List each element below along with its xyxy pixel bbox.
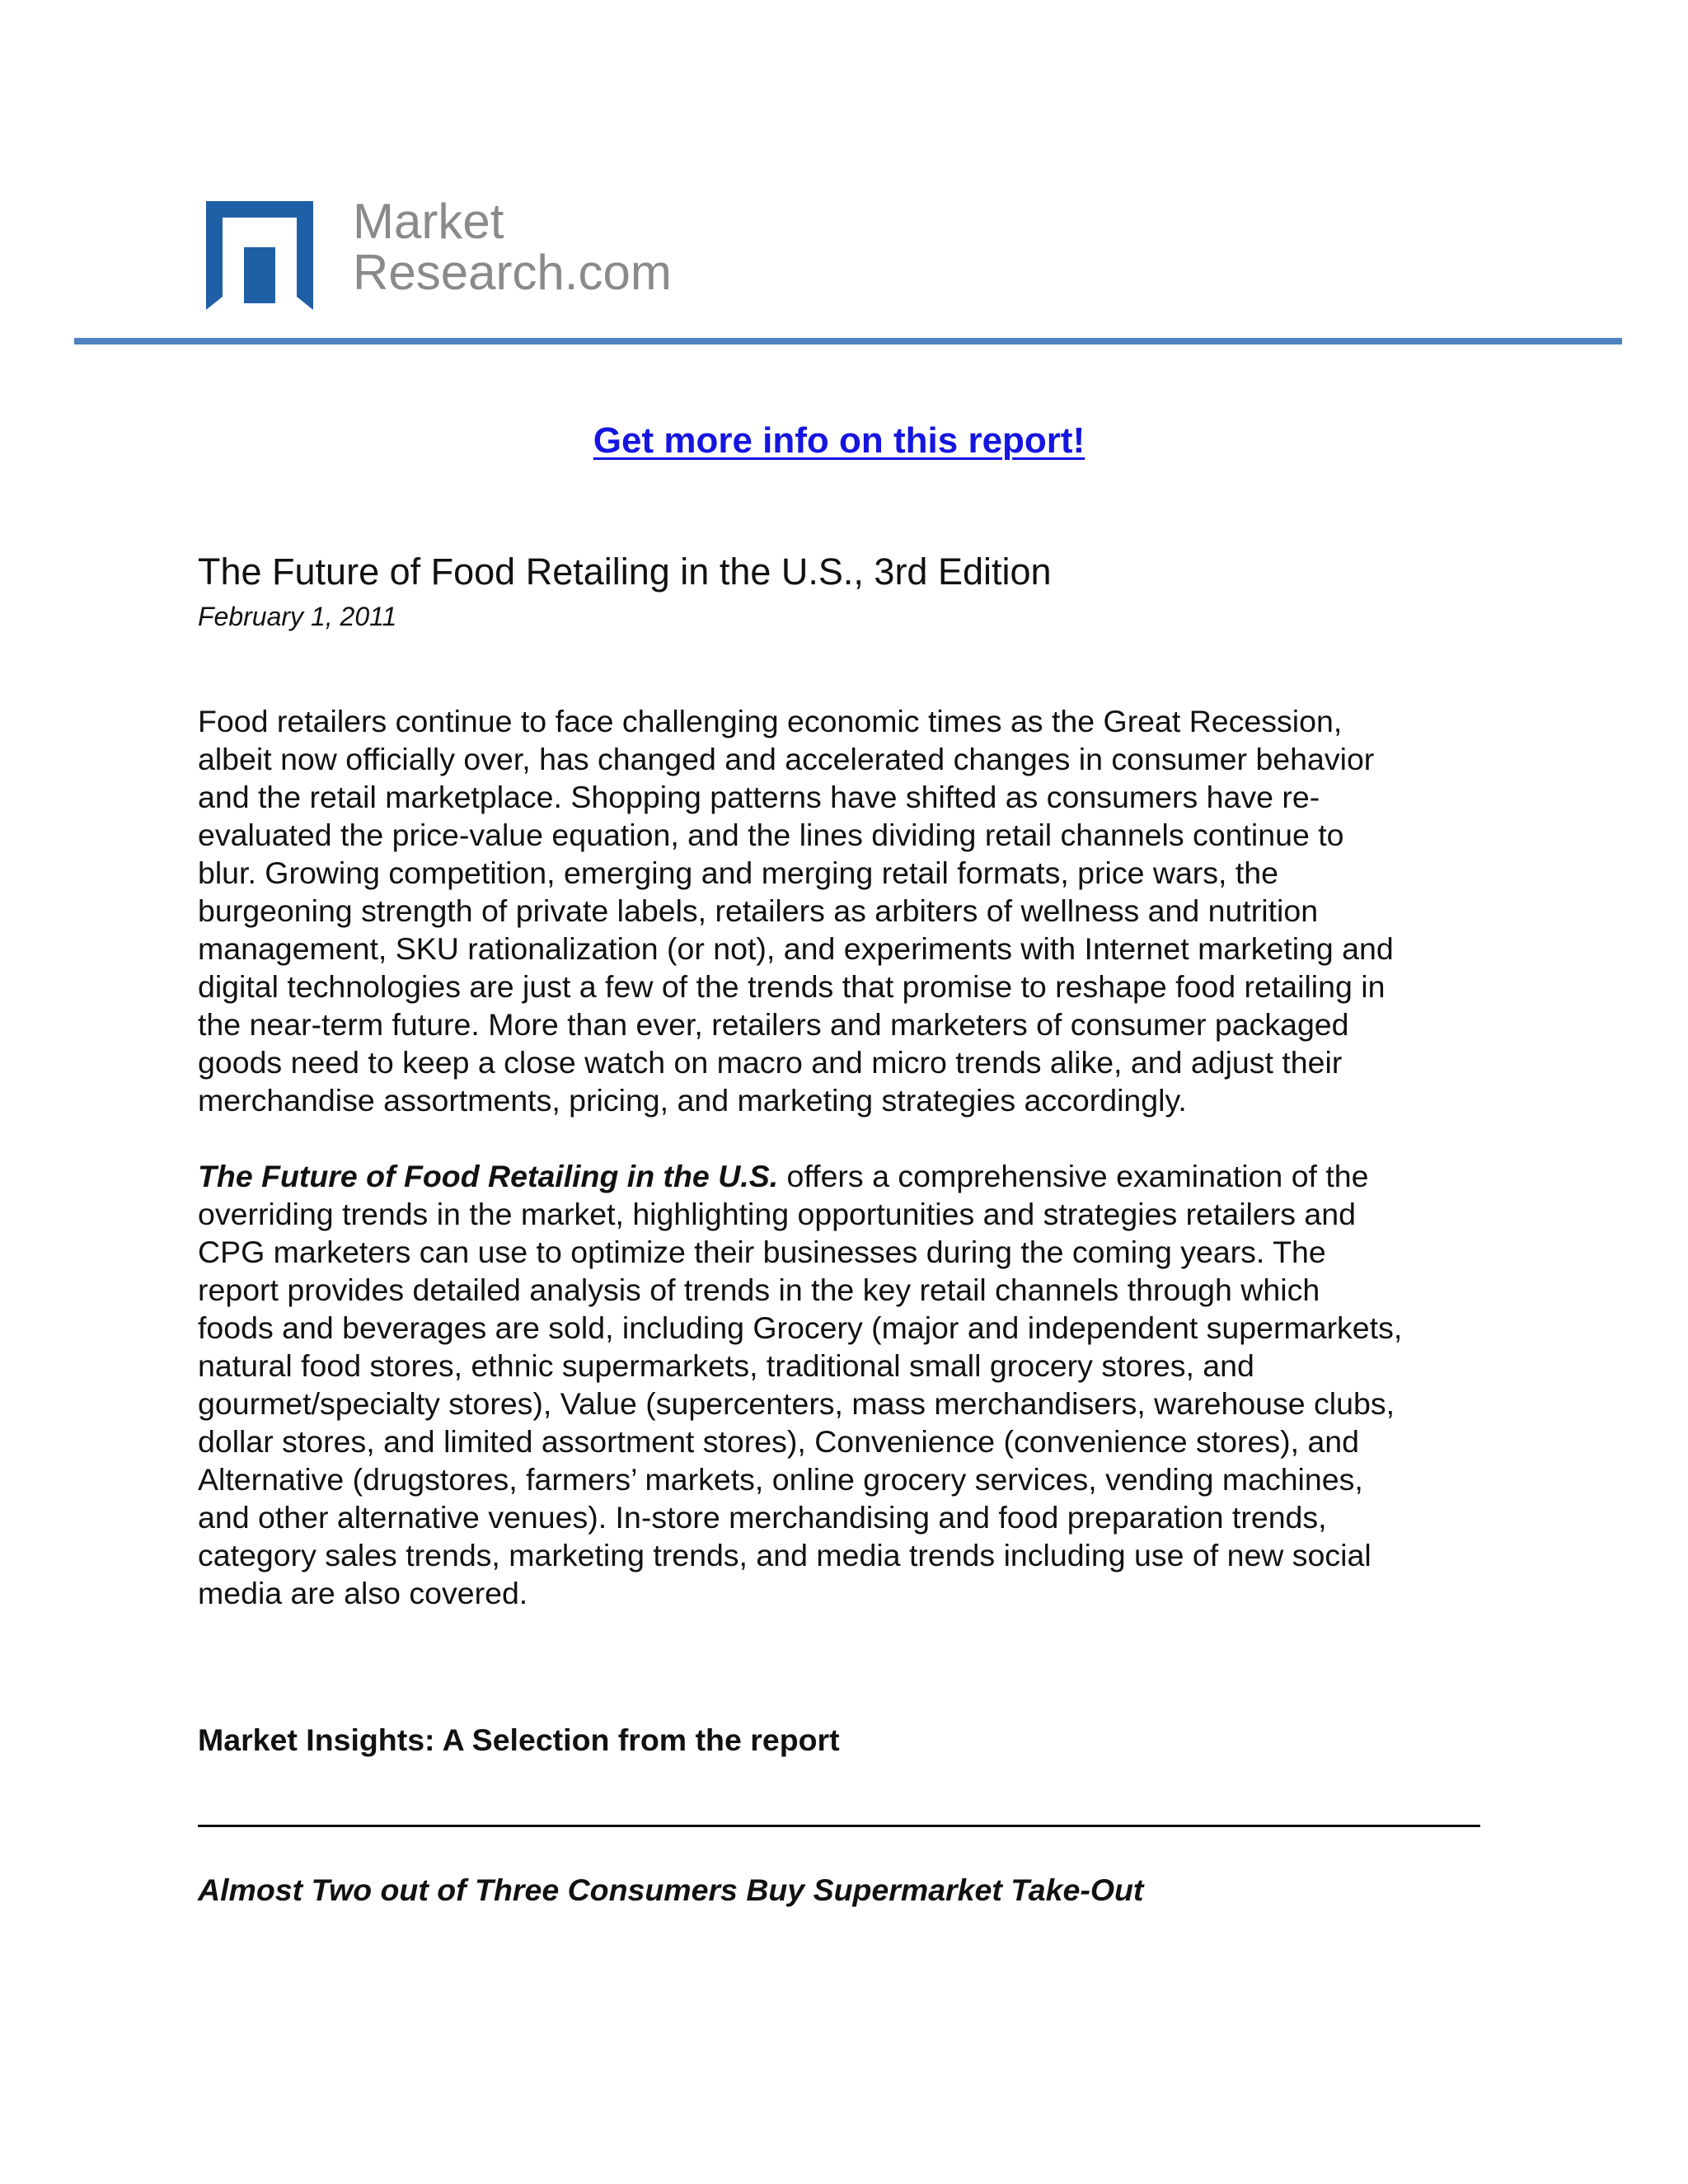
report-date: February 1, 2011 (198, 602, 397, 631)
intro-paragraph (198, 702, 1517, 1119)
paragraph-line: gourmet/specialty stores), Value (supercenters, mass merchandisers, warehouse clubs, (198, 1386, 1395, 1421)
section-divider (198, 1825, 1480, 1827)
header-divider (74, 338, 1622, 344)
logo-line-market: Market (353, 194, 504, 249)
paragraph-line: Alternative (drugstores, farmers’ markets, online grocery services, vending machines, (198, 1462, 1363, 1497)
paragraph-line: Food retailers continue to face challenging economic times as the Great Recession, (198, 704, 1343, 738)
logo-wordmark (353, 196, 672, 298)
paragraph-first-line (198, 1157, 1517, 1195)
paragraph-line: merchandise assortments, pricing, and marketing strategies accordingly. (198, 1083, 1187, 1118)
paragraph-line: the near-term future. More than ever, retailers and marketers of consumer packaged (198, 1007, 1349, 1042)
get-more-info-link[interactable]: Get more info on this report! (593, 420, 1085, 461)
cta-container (0, 416, 1678, 466)
paragraph-line: management, SKU rationalization (or not), and experiments with Internet marketing and (198, 931, 1394, 966)
market-research-logo-icon (206, 201, 313, 310)
paragraph-line: burgeoning strength of private labels, retailers as arbiters of wellness and nutrition (198, 893, 1319, 928)
paragraph-line: CPG marketers can use to optimize their businesses during the coming years. The (198, 1235, 1326, 1269)
paragraph-line: dollar stores, and limited assortment stores), Convenience (convenience stores), and (198, 1424, 1360, 1459)
report-description-paragraph (198, 1157, 1517, 1612)
paragraph-line: foods and beverages are sold, including Grocery (major and independent supermarkets, (198, 1310, 1403, 1345)
paragraph-line: blur. Growing competition, emerging and merging retail formats, price wars, the (198, 855, 1278, 890)
paragraph-line: and other alternative venues). In-store merchandising and food preparation trends, (198, 1500, 1327, 1535)
paragraph-line: evaluated the price-value equation, and the lines dividing retail channels continue to (198, 818, 1344, 852)
paragraph-line: media are also covered. (198, 1576, 528, 1610)
market-insights-heading: Market Insights: A Selection from the report (198, 1722, 840, 1757)
paragraph-line: albeit now officially over, has changed and accelerated changes in consumer behavior (198, 742, 1375, 776)
paragraph-line: natural food stores, ethnic supermarkets, traditional small grocery stores, and (198, 1348, 1254, 1383)
paragraph-line: digital technologies are just a few of the trends that promise to reshape food retailing in (198, 969, 1386, 1004)
paragraph-line: overriding trends in the market, highlighting opportunities and strategies retailers and (198, 1197, 1356, 1231)
paragraph-line: and the retail marketplace. Shopping patterns have shifted as consumers have re- (198, 780, 1320, 814)
paragraph-line: category sales trends, marketing trends, and media trends including use of new social (198, 1538, 1372, 1572)
report-name-emphasis: The Future of Food Retailing in the U.S. (198, 1159, 779, 1193)
site-logo[interactable] (206, 194, 701, 313)
insight-subheading: Almost Two out of Three Consumers Buy Supermarket Take-Out (198, 1872, 1144, 1907)
paragraph-line: goods need to keep a close watch on macro and micro trends alike, and adjust their (198, 1045, 1343, 1080)
logo-line-research: Research.com (353, 245, 672, 300)
report-title: The Future of Food Retailing in the U.S., 3rd Edition (198, 551, 1052, 593)
paragraph-line: report provides detailed analysis of trends in the key retail channels through which (198, 1272, 1320, 1307)
paragraph-first-line-rest: offers a comprehensive examination of the (778, 1159, 1369, 1193)
